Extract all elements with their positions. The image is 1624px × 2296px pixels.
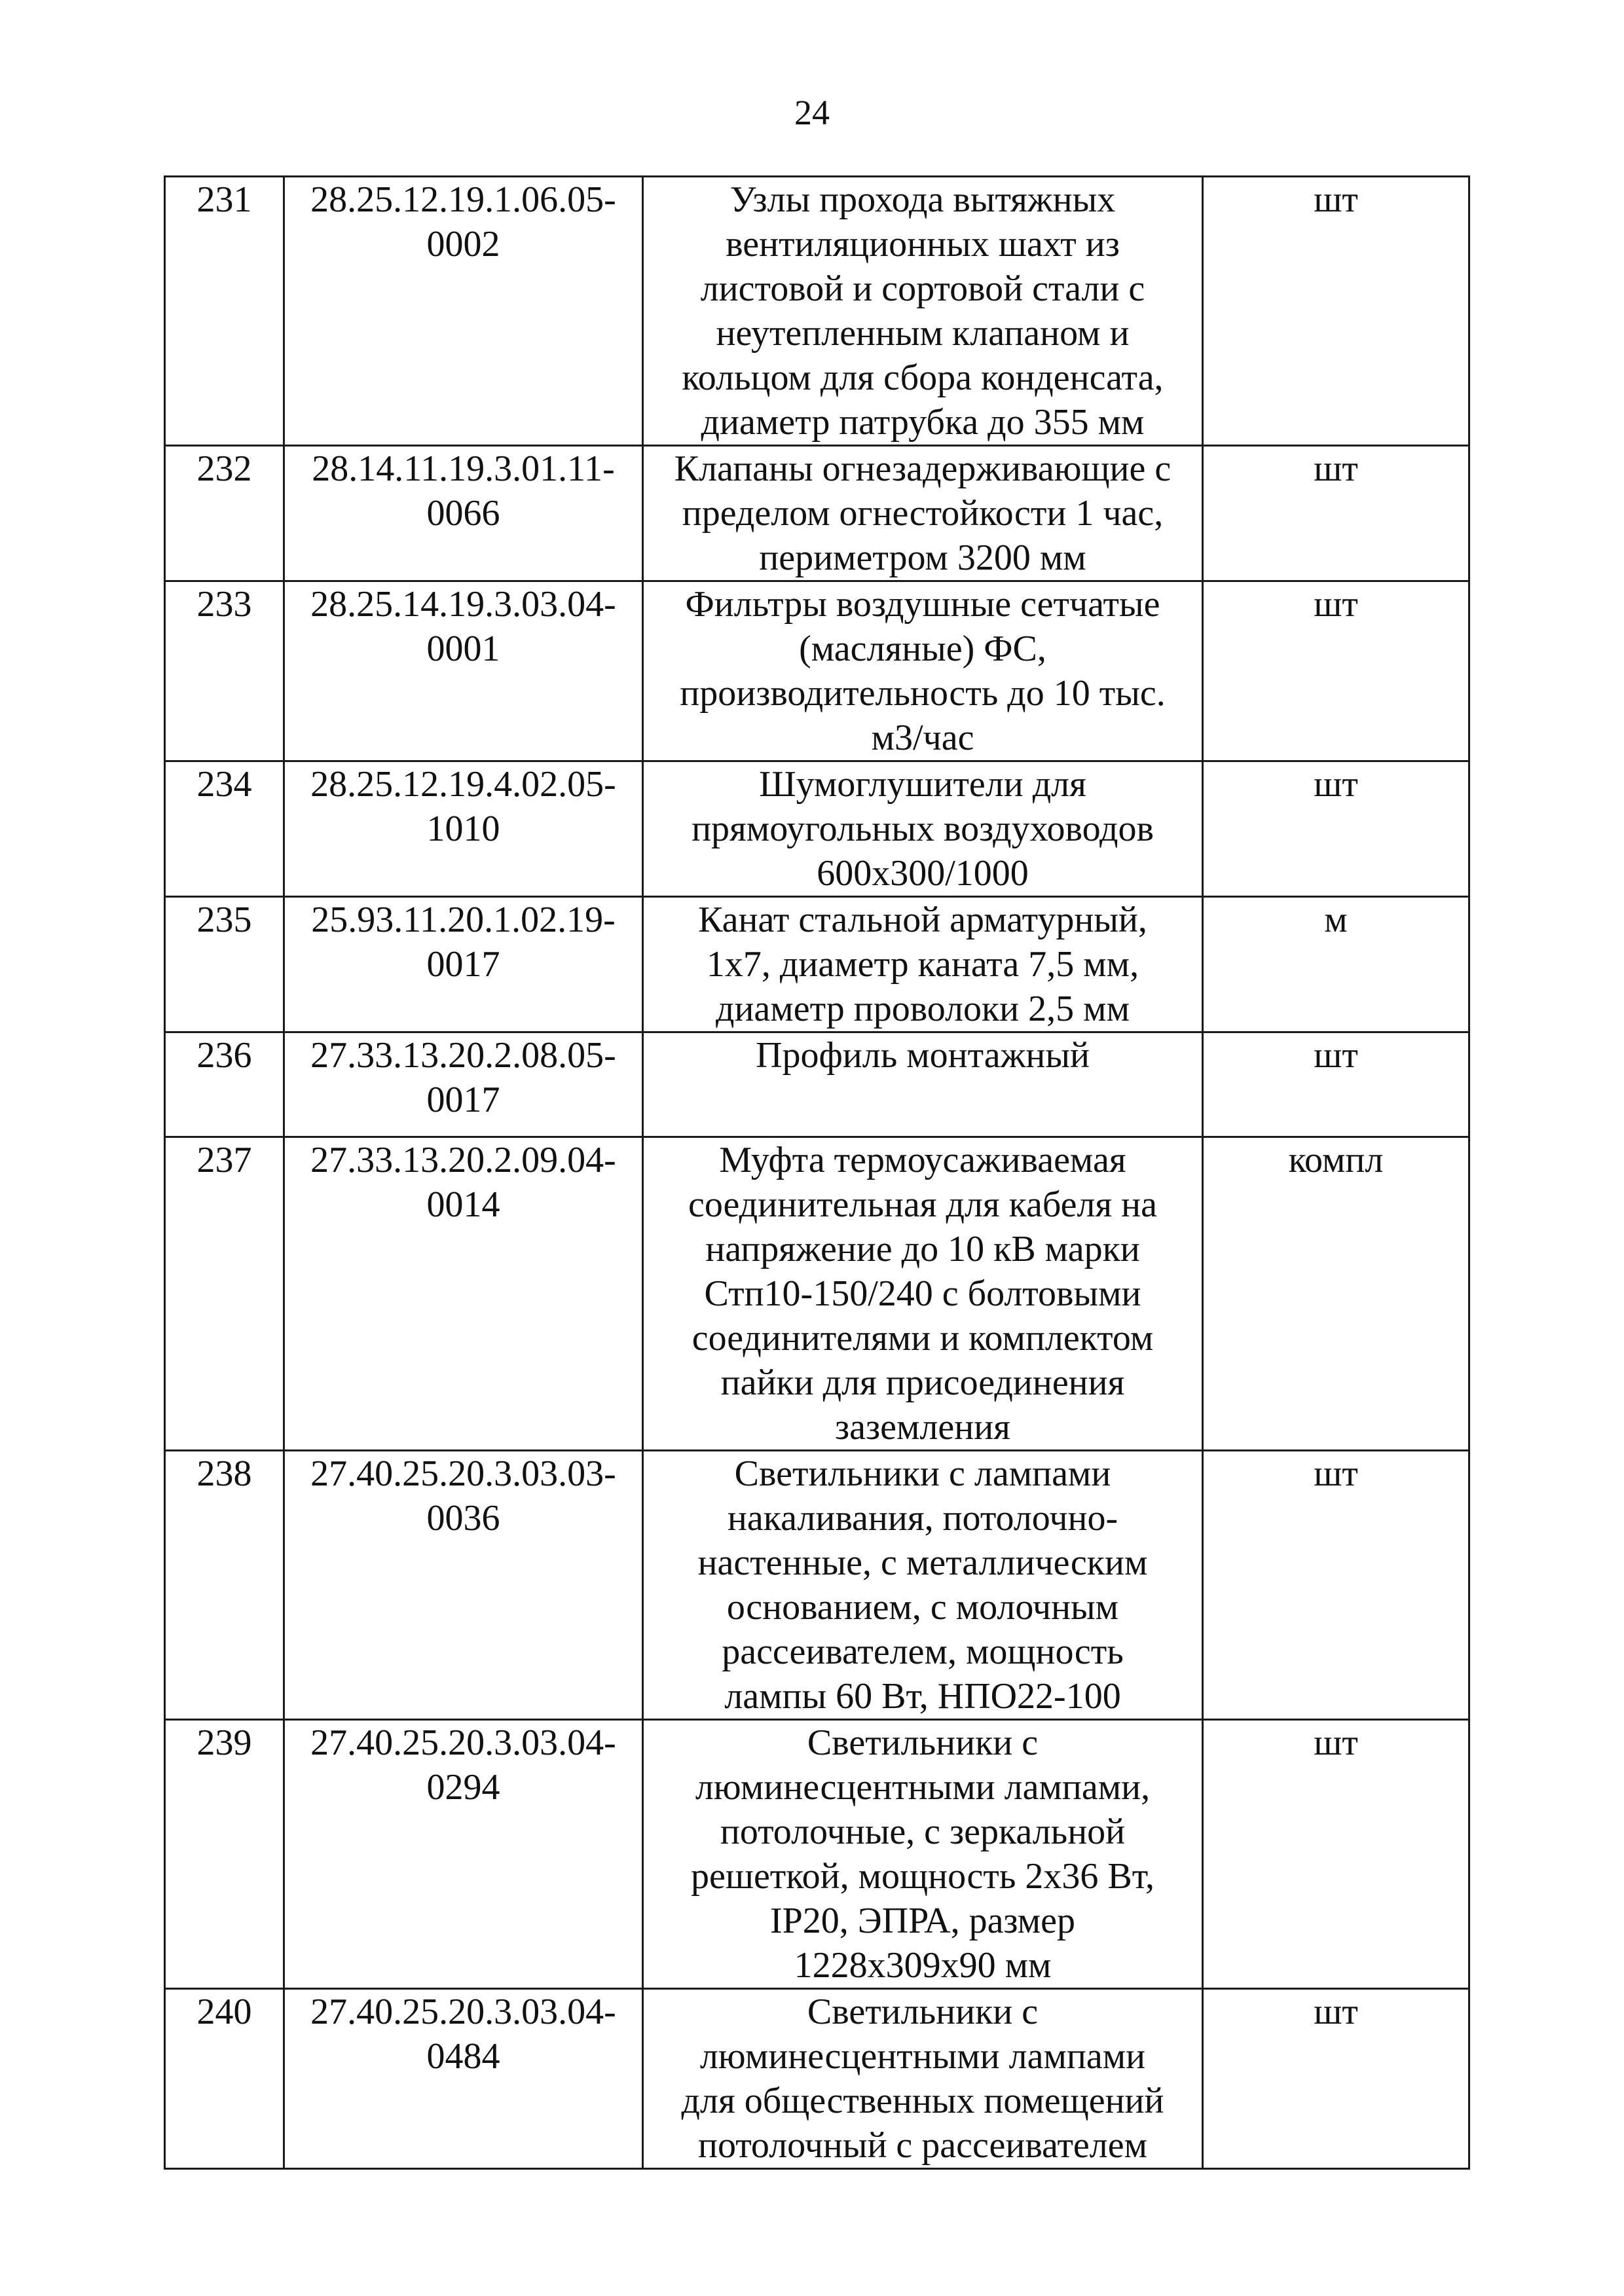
unit-of-measure: шт (1203, 1720, 1469, 1989)
table-row (165, 446, 1469, 581)
resource-code: 28.25.12.19.4.02.05- 1010 (284, 761, 643, 897)
table-row (165, 1989, 1469, 2169)
row-number: 239 (165, 1720, 284, 1989)
table-row (165, 1137, 1469, 1451)
resource-name: Светильники с люминесцентными лампами, потолочные, с зеркальной решеткой, мощность 2x36 Вт, IP20, ЭПРА, размер 1228x309x90 мм (643, 1720, 1203, 1989)
resource-code: 28.25.14.19.3.03.04- 0001 (284, 581, 643, 761)
unit-of-measure: шт (1203, 761, 1469, 897)
page-number: 24 (794, 93, 830, 132)
row-number: 235 (165, 897, 284, 1032)
resource-name: Канат стальной арматурный, 1x7, диаметр каната 7,5 мм, диаметр проволоки 2,5 мм (643, 897, 1203, 1032)
unit-of-measure: шт (1203, 1032, 1469, 1137)
unit-of-measure: шт (1203, 446, 1469, 581)
resource-name: Светильники с лампами накаливания, потолочно- настенные, с металлическим основанием, с молочным рассеивателем, мощность лампы 60 Вт, НПО22-100 (643, 1451, 1203, 1720)
resource-table (164, 175, 1470, 2170)
resource-name: Профиль монтажный (643, 1032, 1203, 1137)
resource-name: Муфта термоусаживаемая соединительная для кабеля на напряжение до 10 кВ марки Стп10-150/240 с болтовыми соединителями и комплектом пайки для присоединения заземления (643, 1137, 1203, 1451)
resource-code: 28.25.12.19.1.06.05- 0002 (284, 177, 643, 446)
row-number: 233 (165, 581, 284, 761)
table-row (165, 1720, 1469, 1989)
resource-code: 27.40.25.20.3.03.03- 0036 (284, 1451, 643, 1720)
table-row (165, 761, 1469, 897)
row-number: 231 (165, 177, 284, 446)
resource-code: 25.93.11.20.1.02.19- 0017 (284, 897, 643, 1032)
row-number: 237 (165, 1137, 284, 1451)
resource-name: Фильтры воздушные сетчатые (масляные) ФС, производительность до 10 тыс. м3/час (643, 581, 1203, 761)
unit-of-measure: шт (1203, 581, 1469, 761)
unit-of-measure: шт (1203, 1451, 1469, 1720)
resource-name: Узлы прохода вытяжных вентиляционных шахт из листовой и сортовой стали с неутепленным клапаном и кольцом для сбора конденсата, диаметр патрубка до 355 мм (643, 177, 1203, 446)
table-row (165, 897, 1469, 1032)
resource-code: 27.33.13.20.2.08.05- 0017 (284, 1032, 643, 1137)
resource-name: Светильники с люминесцентными лампами для общественных помещений потолочный с рассеивателем (643, 1989, 1203, 2169)
resource-code: 27.40.25.20.3.03.04- 0294 (284, 1720, 643, 1989)
unit-of-measure: шт (1203, 1989, 1469, 2169)
unit-of-measure: компл (1203, 1137, 1469, 1451)
resource-code: 27.40.25.20.3.03.04- 0484 (284, 1989, 643, 2169)
unit-of-measure: шт (1203, 177, 1469, 446)
unit-of-measure: м (1203, 897, 1469, 1032)
row-number: 232 (165, 446, 284, 581)
row-number: 240 (165, 1989, 284, 2169)
table-row (165, 581, 1469, 761)
row-number: 238 (165, 1451, 284, 1720)
resource-name: Шумоглушители для прямоугольных воздуховодов 600x300/1000 (643, 761, 1203, 897)
resource-code: 27.33.13.20.2.09.04- 0014 (284, 1137, 643, 1451)
row-number: 234 (165, 761, 284, 897)
resource-code: 28.14.11.19.3.01.11- 0066 (284, 446, 643, 581)
table-row (165, 1032, 1469, 1137)
table-row (165, 1451, 1469, 1720)
row-number: 236 (165, 1032, 284, 1137)
table-row (165, 177, 1469, 446)
resource-name: Клапаны огнезадерживающие с пределом огнестойкости 1 час, периметром 3200 мм (643, 446, 1203, 581)
